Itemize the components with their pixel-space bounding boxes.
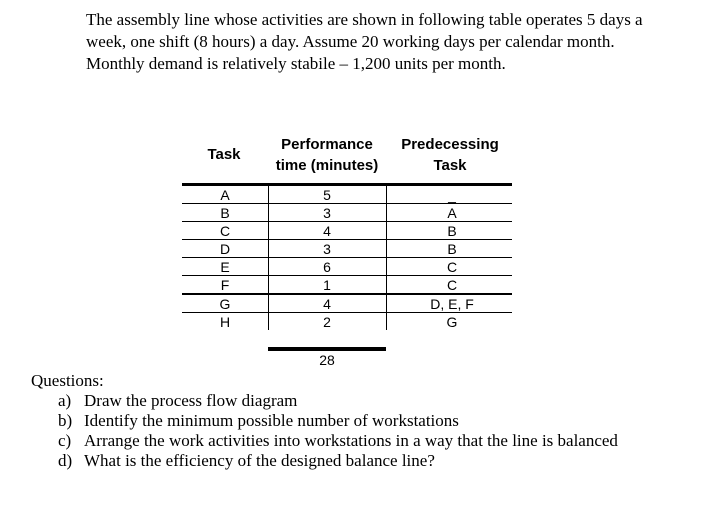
task-cell: F: [220, 277, 230, 293]
time-cell: 5: [323, 187, 331, 203]
header-task-label: Task: [207, 146, 241, 163]
table-row: [182, 258, 512, 275]
time-cell: 3: [323, 205, 331, 221]
question-letter: b): [58, 411, 73, 430]
task-cell: E: [220, 259, 230, 275]
task-cell: C: [219, 223, 231, 239]
predecessor-cell: C: [446, 277, 458, 293]
predecessor-cell: B: [447, 223, 457, 239]
time-cell: 4: [323, 223, 331, 239]
table-row: [182, 313, 512, 330]
question-text: Identify the minimum possible number of workstations: [84, 411, 459, 430]
column-divider: [386, 186, 387, 330]
column-divider: [268, 186, 269, 330]
header-performance-time: [265, 134, 389, 176]
question-text: Arrange the work activities into workstations in a way that the line is balanced: [84, 431, 618, 450]
time-cell: 1: [323, 277, 331, 293]
header-predecessing-task: [394, 134, 506, 176]
question-text: Draw the process flow diagram: [84, 391, 298, 410]
table-row: [182, 276, 512, 293]
table-row: [182, 204, 512, 221]
total-rule: [268, 347, 386, 351]
predecessor-cell: A: [447, 205, 457, 221]
table-row: [182, 186, 512, 203]
task-cell: D: [219, 241, 231, 257]
task-cell: H: [219, 314, 231, 330]
time-cell: 2: [323, 314, 331, 330]
predecessor-cell: G: [446, 314, 458, 330]
predecessor-cell: B: [447, 241, 457, 257]
question-item: [31, 451, 701, 471]
question-letter: d): [58, 451, 73, 470]
problem-statement: [86, 9, 696, 75]
header-predecessing-line2: Task: [433, 157, 467, 174]
problem-line: Monthly demand is relatively stabile – 1,200 units per month.: [86, 54, 506, 73]
header-performance-line2: time (minutes): [275, 157, 379, 174]
task-cell: B: [220, 205, 230, 221]
question-letter: a): [58, 391, 72, 410]
header-predecessing-line1: Predecessing: [401, 136, 499, 153]
question-item: [31, 411, 701, 431]
predecessor-cell: _: [448, 187, 456, 203]
total-time: 28: [319, 352, 335, 368]
table-row: [182, 240, 512, 257]
problem-line: The assembly line whose activities are shown in following table operates 5 days a: [86, 10, 643, 29]
questions-section: [31, 371, 701, 471]
table-row: [182, 295, 512, 312]
predecessor-cell: C: [446, 259, 458, 275]
time-cell: 3: [323, 241, 331, 257]
table-row: [182, 222, 512, 239]
time-cell: 4: [323, 296, 331, 312]
header-performance-line1: Performance: [281, 136, 373, 153]
question-text: What is the efficiency of the designed balance line?: [84, 451, 435, 470]
questions-title: Questions:: [31, 371, 104, 390]
task-cell: G: [219, 296, 231, 312]
question-item: [31, 391, 701, 411]
time-cell: 6: [323, 259, 331, 275]
problem-line: week, one shift (8 hours) a day. Assume 20 working days per calendar month.: [86, 32, 615, 51]
header-task: [196, 144, 252, 165]
question-item: [31, 431, 701, 451]
question-letter: c): [58, 431, 72, 450]
predecessor-cell: D, E, F: [430, 296, 474, 312]
task-cell: A: [220, 187, 230, 203]
question-list: [31, 391, 701, 471]
